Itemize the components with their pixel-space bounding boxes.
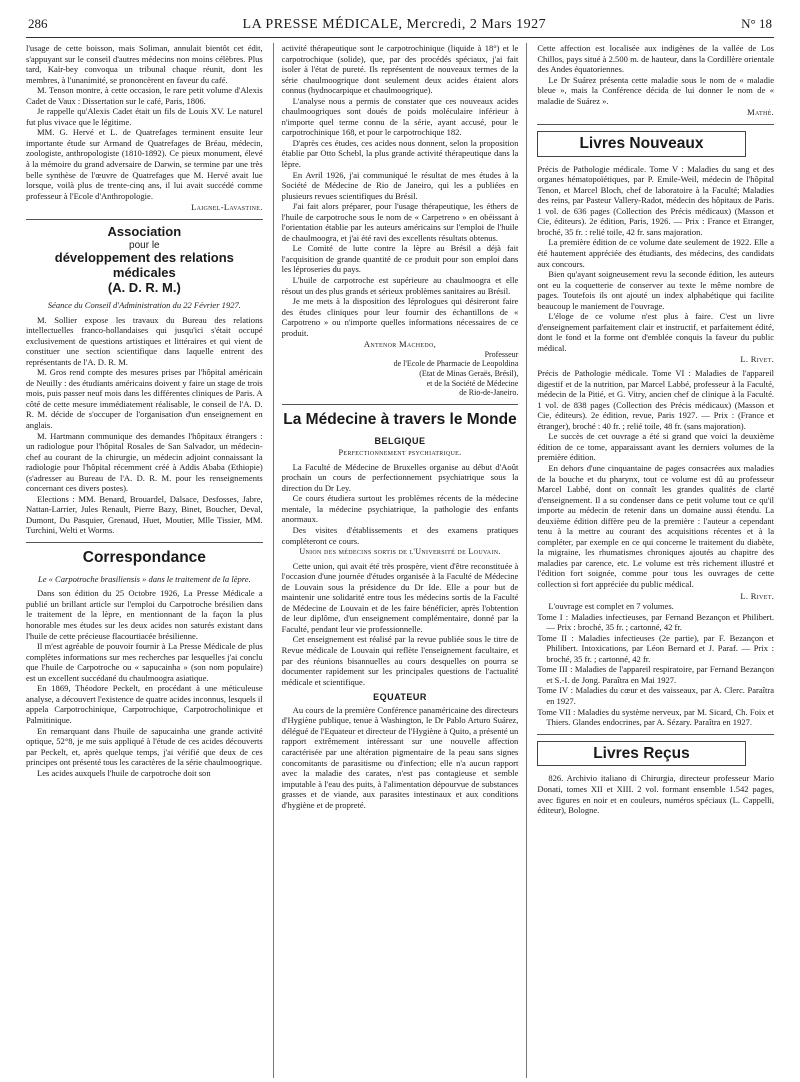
book-entry: Précis de Pathologie médicale. Tome VI : Maladies de l'appareil digestif et de la nutrition, par Marcel Labbé, professeur à la Faculté, médecin de la Pitié, et G. Vitry, ancien chef de clinique à la Faculté. 1 vol. de 838 pages (Collection des Précis médicaux) (Masson et Cie, éditeurs). 2e édition, revue, Paris 1927. — Prix : (France et étranger), broché : 40 fr. ; relié toile, 48 fr. (sans majoration). <box>537 368 774 431</box>
paragraph: M. Tenson montre, à cette occasion, le rare petit volume d'Alexis Cadet de Vaux : Dissertation sur le café, Paris, 1806. <box>26 85 263 106</box>
divider <box>537 734 774 735</box>
book-entry: 826. Archivio italiano di Chirurgia, directeur professeur Mario Donati, tomes XII et XIII. 2 vol. formant ensemble 1.542 pages, avec figures en noir et en couleurs, numéros spéciaux (L. Cappelli, éditeur), Bologne. <box>537 773 774 816</box>
paragraph: Des visites d'établissements et des examens pratiques compléteront ce cours. <box>281 525 519 546</box>
columns <box>26 43 774 1078</box>
volume-item: Tome I : Maladies infectieuses, par Fernand Bezançon et Philibert. — Prix : broché, 35 fr. ; cartonné, 42 fr. <box>537 611 774 633</box>
country-heading: EQUATEUR <box>373 692 427 703</box>
article-subtitle: Le « Carpotroche brasiliensis » dans le traitement de la lèpre. <box>37 573 251 584</box>
journal-title: LA PRESSE MÉDICALE, Mercredi, 2 Mars 1927 <box>242 17 547 32</box>
country-heading: BELGIQUE <box>374 435 426 446</box>
paragraph: Elections : MM. Benard, Brouardel, Dalsace, Desfosses, Jabre, Nattan-Larrier, Jules Renault, Pierre Bazy, Binet, Boucher, Deval, Dumont, Du Pasquier, Grenaud, Huet, Moutier, Mlle Tissier, MM. Turchini, Welti et Worms. <box>26 493 263 536</box>
paragraph: Le Dr Suárez présenta cette maladie sous le nom de « maladie bleue », mais la Conférence décida de lui donner le nom de « maladie de Suárez ». <box>537 74 774 106</box>
subsection-title: Perfectionnement psychiatrique. <box>338 448 462 458</box>
paragraph: Cette affection est localisée aux indigènes de la vallée de Los Chillos, pays situé à 2.500 m. de hauteur, dans la Cordillère orientale des Andes équatoriennes. <box>537 43 774 75</box>
paragraph: M. Hartmann communique des demandes l'hôpitaux étrangers : un radiologue pour l'hôpital Rosales de San Salvador, un médecin-chef au courant de la chirurgie, un médecin adjoint connaissant la radiologie pour l'hôpital récemment créé à Addis Ababa (Ethiopie) (s'adresser au Bureau de l'A. D. R. M. pour les renseignements concernant ces divers postes). <box>26 430 263 494</box>
paragraph: M. Gros rend compte des mesures prises par l'hôpital américain de Neuilly : des étudiants américains doivent y faire un stage de trois mois, puis passer neuf mois dans les différentes cliniques de Paris. A côté de cette mesure immédiatement réalisable, le conseil de l'A. D. R. M. décide de s'occuper de l'organisation d'un enseignement en anglais. <box>26 367 263 431</box>
paragraph: En dehors d'une cinquantaine de pages consacrées aux maladies de la bouche et du pharynx, tout ce volume est dû au professeur Marcel Labbé, dont on connaît les grandes qualités de clarté d'enseignement. Il a su condenser dans ce petit volume tout ce qu'il importe au médecin de retenir dans un domaine aussi étendu. La deuxième édition diffère peu de la première : l'auteur a cependant tenu à la mettre au courant des acquisitions récentes et à la compléter, par exemple en ce qui concerne le traitement du diabète, la migraine, les rhumatismes chroniques ajoutés au chapitre des maladies par carence, etc. Le volume est très richement illustré et l'édition fort soignée, comme pour tous les ouvrages de cette collection si fort appréciée du public médical. <box>537 462 774 589</box>
paragraph: Dans son édition du 25 Octobre 1926, La Presse Médicale a publié un brillant article sur l'emploi du Carpotroche brésilien dans le traitement de la lèpre, en mentionnant de la façon la plus honorable mes études sur les deux acides non saturés existant dans l'huile de cette précieuse flacourtiacée brésilienne. <box>26 588 263 641</box>
paragraph: Bien qu'ayant soigneusement revu la seconde édition, les auteurs ont eu la coquetterie de conserver au texte le même nombre de pages. Toutefois ils ont ajouté un index alphabétique qui facilite beaucoup le maniement de l'ouvrage. <box>537 269 774 311</box>
volume-item: Tome IV : Maladies du cœur et des vaisseaux, par A. Clerc. Paraîtra en 1927. <box>537 685 774 706</box>
signature: L. Rivet. <box>740 354 774 365</box>
title-line: développement des relations médicales <box>54 250 234 281</box>
section-title-association <box>26 225 263 296</box>
title-line: pour le <box>129 239 160 251</box>
title-line: (A. D. R. M.) <box>107 280 181 296</box>
paragraph: l'usage de cette boisson, mais Soliman, annulait bientôt cet édit, s'appuyant sur le conseil d'autres médecins non moins célèbres. Plus tard, Kaïr-bey convoqua un tribunal chaque réunit, dont les membres, à l'unanimité, se prononcèrent en faveur du café. <box>26 43 263 85</box>
paragraph: J'ai fait alors préparer, pour l'usage thérapeutique, les éthers de l'huile de carpotroche sous le nom de « Carpetreno » en obéissant à l'orientation établie par les auteurs américains sur l'emploi de l'huile de chaulmoogra, et j'ai été ravi des excellents résultats obtenus. <box>281 201 519 243</box>
column-2 <box>273 43 528 1078</box>
paragraph: La première édition de ce volume date seulement de 1922. Elle a été hautement appréciée des étudiants, des médecins, des candidats aux concours. <box>537 237 774 269</box>
section-title-correspondance: Correspondance <box>82 549 206 567</box>
column-3 <box>537 43 774 1078</box>
affiliation-line: de Rio-de-Janeiro. <box>459 388 519 398</box>
subsection-title: Union des médecins sortis de l'Université de Louvain. <box>299 547 501 557</box>
volume-item: Tome VII : Maladies du système nerveux, par M. Sicard, Ch. Foix et Thiers. Glandes endocrines, par A. Sézary. Paraîtra en 1927. <box>537 706 774 728</box>
divider <box>26 219 263 220</box>
section-title-monde: La Médecine à travers le Monde <box>283 410 517 428</box>
paragraph: Le Comité de lutte contre la lèpre au Brésil a déjà fait l'acquisition de grande quantité de ce produit pour son emploi dans les léproseries du pays. <box>281 243 519 275</box>
title-line: Association <box>107 223 182 239</box>
paragraph: En Avril 1926, j'ai communiqué le résultat de mes études à la Société de Médecine de Rio de Janeiro, qui les a publiées en plusieurs revues scientifiques du Brésil. <box>281 169 519 201</box>
paragraph: Ce cours étudiera surtout les problèmes récents de la médecine mentale, la médecine psychiatrique, la pathologie des enfants anormaux. <box>281 493 519 525</box>
section-title-livres-recus: Livres Reçus <box>537 741 745 767</box>
divider <box>537 124 774 125</box>
section-title-livres-nouveaux: Livres Nouveaux <box>537 131 745 157</box>
column-1 <box>26 43 263 1078</box>
volume-item: Tome II : Maladies infectieuses (2e partie), par F. Bezançon et Philibert. Intoxications, par Léon Bernard et J. Paraf. — Prix : broché, 35 fr. ; cartonné, 42 fr. <box>537 632 774 664</box>
paragraph: Les acides auxquels l'huile de carpotroche doit son <box>37 767 211 778</box>
paragraph: Je rappelle qu'Alexis Cadet était un fils de Louis XV. Le naturel fut plus vivace que le légitime. <box>26 106 263 127</box>
signature: Mathé. <box>747 107 774 118</box>
paragraph: La Faculté de Médecine de Bruxelles organise au début d'Août prochain un cours de perfectionnement psychiatrique sous la direction du Dr Ley. <box>281 461 519 493</box>
paragraph: En remarquant dans l'huile de sapucainha une grande activité optique, 52°8, je me suis appliqué à l'étude de ces acides découverts par Peckelt, et, après quelque temps, j'ai vérifié que deux de ces principes ont présenté tous les caractères de la série chaulmoogrique. <box>26 725 263 768</box>
paragraph: L'éloge de ce volume n'est plus à faire. C'est un livre d'enseignement parfaitement clair et instructif, et parfaitement édité, dont le fond et la forme ont d'emblée conquis la faveur du public médical. <box>537 311 774 353</box>
affiliation-line: et de la Société de Médecine <box>426 378 519 388</box>
paragraph: MM. G. Hervé et L. de Quatrefages terminent ensuite leur importante étude sur Armand de Quatrefages de Bréau, médecin, zoologiste, anthropologiste (1810-1892). Ce pieux monument, élevé à la mémoire du grand adversaire de Darwin, se termine par une très belle synthèse de l'œuvre de Quatrefages que M. Hervé avait lue lorsque, voilà plus de trente-cinq ans, il lui avait succédé comme professeur à l'Ecole d'Anthropologie. <box>26 127 263 201</box>
book-entry: Précis de Pathologie médicale. Tome V : Maladies du sang et des organes hématopoïétiques, par P. Emile-Weil, médecin de l'hôpital Tenon, et Marcel Bloch, chef de laboratoire à la Faculté; Maladies des reins, par Pasteur Vallery-Radot, médecin des hôpitaux de Paris. 1 vol. de 636 pages (Collection des Précis médicaux) (Masson et Cie, éditeurs). 2e édition, Paris, 1926. — Prix : France et Etranger, broché, 35 fr. : relié toile, 42 fr. sans majoration. <box>537 163 774 237</box>
affiliation <box>282 350 519 398</box>
paragraph: activité thérapeutique sont le carpotrochinique (liquide à 18°) et le carpotrochique (solide), que, par des procédés spéciaux, j'ai fait isoler à l'état de pureté. Ils représentent de nouveaux termes de la série chaulmoogrique dont seulement deux acides étaient alors connus (hydnocarpique et chaulmoogrique). <box>281 43 519 96</box>
page-number: 286 <box>28 16 48 31</box>
affiliation-line: de l'Ecole de Pharmacie de Leopoldina <box>393 359 519 369</box>
divider <box>26 542 263 543</box>
paragraph: M. Sollier expose les travaux du Bureau des relations intellectuelles franco-hollandaises qui jusqu'ici s'était occupé exclusivement de questions artistiques et littéraires et qui vient de constituer une section scientifique dans laquelle entrent des représentants de l'A. D. R. M. <box>26 314 263 367</box>
paragraph: Au cours de la première Conférence panaméricaine des directeurs d'Hygiène publique, tenue à Washington, le Dr Pablo Arturo Suárez, délégué de l'Equateur et directeur de l'Hygiène à Quito, a présenté un rapport extrêmement intéressant sur une nouvelle affection caractérisée par une altération pigmentaire de la peau sans signes concomitants de parasitisme ou d'infection; elle n'a aucun rapport avec la maladie des carates, n'est pas contagieuse et semble imputable à l'eau des puits, à l'alimentation dépourvue de substances grasses et de viande, aux parasites intestinaux et aux conditions d'hygiène et de propreté. <box>281 704 519 810</box>
paragraph: Il m'est agréable de pouvoir fournir à La Presse Médicale de plus complètes informations sur mes recherches par lesquelles j'ai conclu que l'huile de Carpotroche ou « sapucainha » (son nom populaire) est un excellent succédané du chaulmoogra asiatique. <box>26 641 263 683</box>
issue-number: N° 18 <box>741 16 772 31</box>
page-header <box>26 16 774 38</box>
affiliation-line: (Etat de Minas Geraës, Brésil), <box>419 369 519 379</box>
affiliation-line: Professeur <box>484 349 519 359</box>
paragraph: En 1869, Théodore Peckelt, en procédant à une méticuleuse analyse, a découvert l'existence de quatre acides inconnus, lesquels il appela Carpotrochinique, Carpotrochique, Carpotrocholinique et Palmitinique. <box>26 683 263 725</box>
volume-item: Tome III : Maladies de l'appareil respiratoire, par Fernand Bezançon et S.-I. de Jong. Paraîtra en Mai 1927. <box>537 664 774 685</box>
paragraph: L'ouvrage est complet en 7 volumes. <box>548 601 674 612</box>
paragraph: Je me mets à la disposition des léprologues qui désireront faire des études cliniques pour leur fournir des échantillons de « Carpotreno » ou n'importe quelles informations nécessaires de ce produit. <box>281 296 519 338</box>
divider <box>282 404 519 405</box>
paragraph: Le succès de cet ouvrage a été si grand que voici la deuxième édition de ce tome, apparaissant avant les derniers volumes de la première édition. <box>537 431 774 463</box>
signature: Laignel-Lavastine. <box>191 202 263 213</box>
paragraph: L'huile de carpotroche est supérieure au chaulmoogra et elle résout un des plus grands et sérieux problèmes sanitaires au Brésil. <box>281 275 519 296</box>
paragraph: Cette union, qui avait été très prospère, vient d'être reconstituée à l'occasion d'une journée d'études organisée à la Faculté de Médecine de Louvain sous la présidence du Dr Ide. Elle a pour but de maintenir une solidarité entre tous les médecins sortis de la Faculté de Médecine de Louvain et de les faire bénéficier, après l'obtention de leur diplôme, d'un enseignement complémentaire, donné par la Faculté, pendant leur vie professionnelle. <box>281 560 519 634</box>
signature: Antenor Machedo, <box>363 339 437 350</box>
paragraph: Cet enseignement est réalisé par la revue publiée sous le titre de Revue médicale de Louvain qui reflète l'enseignement facultaire, et par des réunions bisannuelles au cours desquelles on pourra se documenter rapidement sur les principales questions de l'actualité médicale et scientifique. <box>281 634 519 687</box>
session-subtitle: Séance du Conseil d'Administration du 22 Février 1927. <box>47 300 241 310</box>
paragraph: D'après ces études, ces acides nous donnent, selon la proposition établie par Otto Schebl, la plus grande activité thérapeutique dans la lèpre. <box>281 137 519 170</box>
signature: L. Rivet. <box>740 590 774 601</box>
paragraph: L'analyse nous a permis de constater que ces nouveaux acides chaulmoogriques sont doués de poids moléculaire inférieur à n'importe quel terme connu de la série, ayant accusé, pour le carpotrochinique 168, et pour le carpotrochique 182. <box>281 95 519 138</box>
